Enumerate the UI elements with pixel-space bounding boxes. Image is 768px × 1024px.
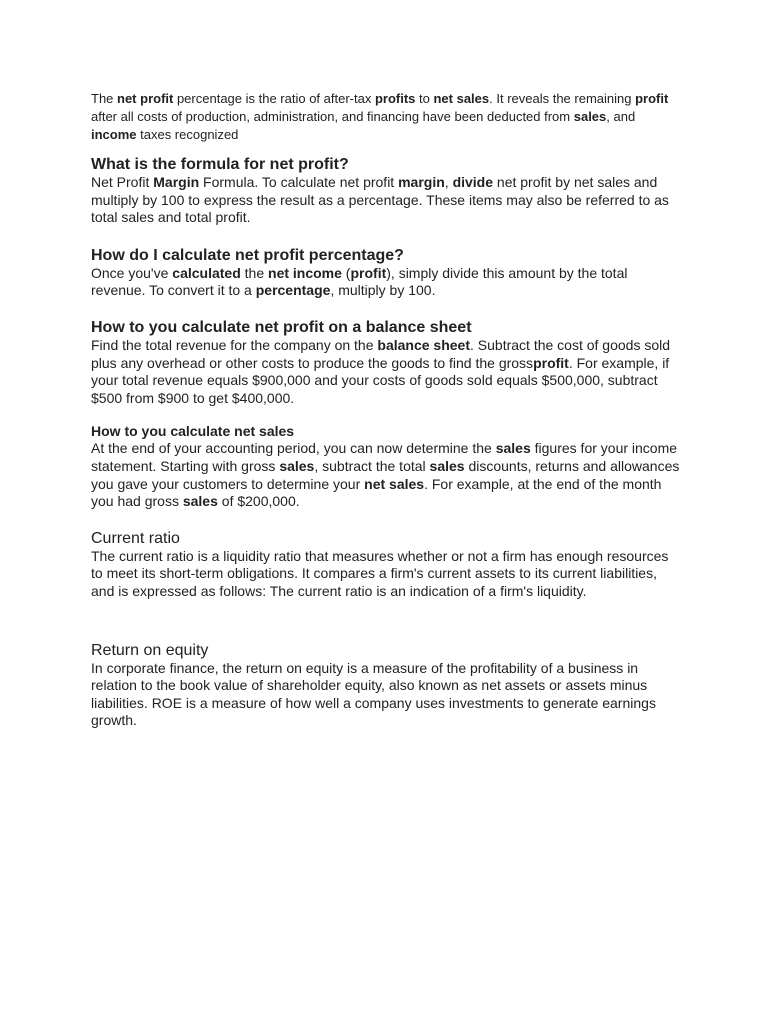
s4-text-4: discounts, returns and allowances you gave your customers to determine your [91,457,680,492]
intro-text-6: , and [606,109,636,124]
intro-text-4: . It reveals the remaining [489,91,636,106]
s1-bold-divide: divide [452,174,494,190]
s4-text-1: At the end of your accounting period, you can now determine the [91,440,496,457]
s1-bold-margin: Margin [153,174,200,190]
s2-text-5: , multiply by 100. [330,282,436,299]
s3-bold-balance-sheet: balance sheet [377,336,471,353]
section-heading: How do I calculate net profit percentage? [91,246,404,264]
section-heading: How to you calculate net sales [91,423,295,440]
section-current-ratio [91,529,681,601]
s2-bold-calculated: calculated [172,264,241,281]
document-page [91,90,681,730]
intro-text-5: after all costs of production, administration, and financing have been deducted from [91,109,574,124]
intro-text-1: The [91,91,118,106]
section-body [91,174,681,227]
s4-bold-sales-4: sales [182,493,218,510]
intro-bold-net-sales: net sales [433,91,490,106]
s4-bold-net-sales: net sales [364,475,425,492]
section-heading: Current ratio [91,529,180,547]
section-heading: How to you calculate net profit on a balance sheet [91,318,472,336]
s1-text-3: , [444,174,453,190]
intro-bold-income: income [91,127,137,142]
intro-bold-profits: profits [374,91,416,106]
s2-bold-profit: profit [350,264,387,281]
section-balance-sheet [91,318,681,407]
section-heading: Return on equity [91,641,209,659]
intro-paragraph [91,90,681,144]
section-heading: What is the formula for net profit? [91,156,349,173]
intro-bold-sales: sales [573,109,607,124]
s1-text-1: Net Profit [91,174,154,190]
s3-text-3: . For example, if your total revenue equals $900,000 and your costs of goods sold equals $500,000, subtract $500 from $900 to get $400,000. [91,354,670,406]
section-body [91,265,681,300]
intro-bold-profit: profit [635,91,669,106]
section-body [91,337,681,407]
intro-text-7: taxes recognized [136,127,239,142]
s4-text-3: , subtract the total [314,457,430,474]
s3-text-2: . Subtract the cost of goods sold plus any overhead or other costs to produce the goods to find the gross [91,336,671,371]
section-body: The current ratio is a liquidity ratio that measures whether or not a firm has enough resources to meet its short-term obligations. It compares a firm's current assets to its current liabilities, and is expressed as follows: The current ratio is an indication of a firm's liquidity. [91,547,669,599]
s2-bold-net-income: net income [268,264,342,281]
s2-text-3: ( [341,264,351,281]
intro-text-3: to [415,91,434,106]
s3-text-1: Find the total revenue for the company on the [91,336,378,353]
s4-text-6: of $200,000. [217,493,300,510]
section-body [91,440,681,510]
section-return-on-equity [91,641,681,730]
s4-text-5: . For example, at the end of the month you had gross [91,475,662,510]
s4-text-2: figures for your income statement. Starting with gross [91,440,678,474]
s4-bold-sales-2: sales [279,457,315,474]
s4-bold-sales: sales [495,440,531,457]
s4-bold-sales-3: sales [429,457,465,474]
section-net-profit-formula [91,155,681,227]
s3-bold-profit: profit [533,354,569,371]
section-net-sales [91,423,681,510]
s2-text-4: ), simply divide this amount by the total revenue. To convert it to a [91,264,628,299]
s2-text-2: the [240,264,269,281]
intro-bold-net-profit: net profit [117,91,174,106]
section-net-profit-percentage [91,246,681,300]
section-body: In corporate finance, the return on equity is a measure of the profitability of a business in relation to the book value of shareholder equity, also known as net assets or assets minus liabilities. ROE is a measure of how well a company uses investments to generate earnings growth. [91,659,656,729]
s1-text-4: net profit by net sales and multiply by 100 to express the result as a percentage. These items may also be referred to as total sales and total profit. [91,174,669,226]
s1-text-2: Formula. To calculate net profit [199,174,399,190]
s2-bold-percentage: percentage [255,282,331,299]
intro-text-2: percentage is the ratio of after-tax [173,91,375,106]
s1-bold-margin-2: margin [398,174,445,190]
s2-text-1: Once you've [91,264,173,281]
